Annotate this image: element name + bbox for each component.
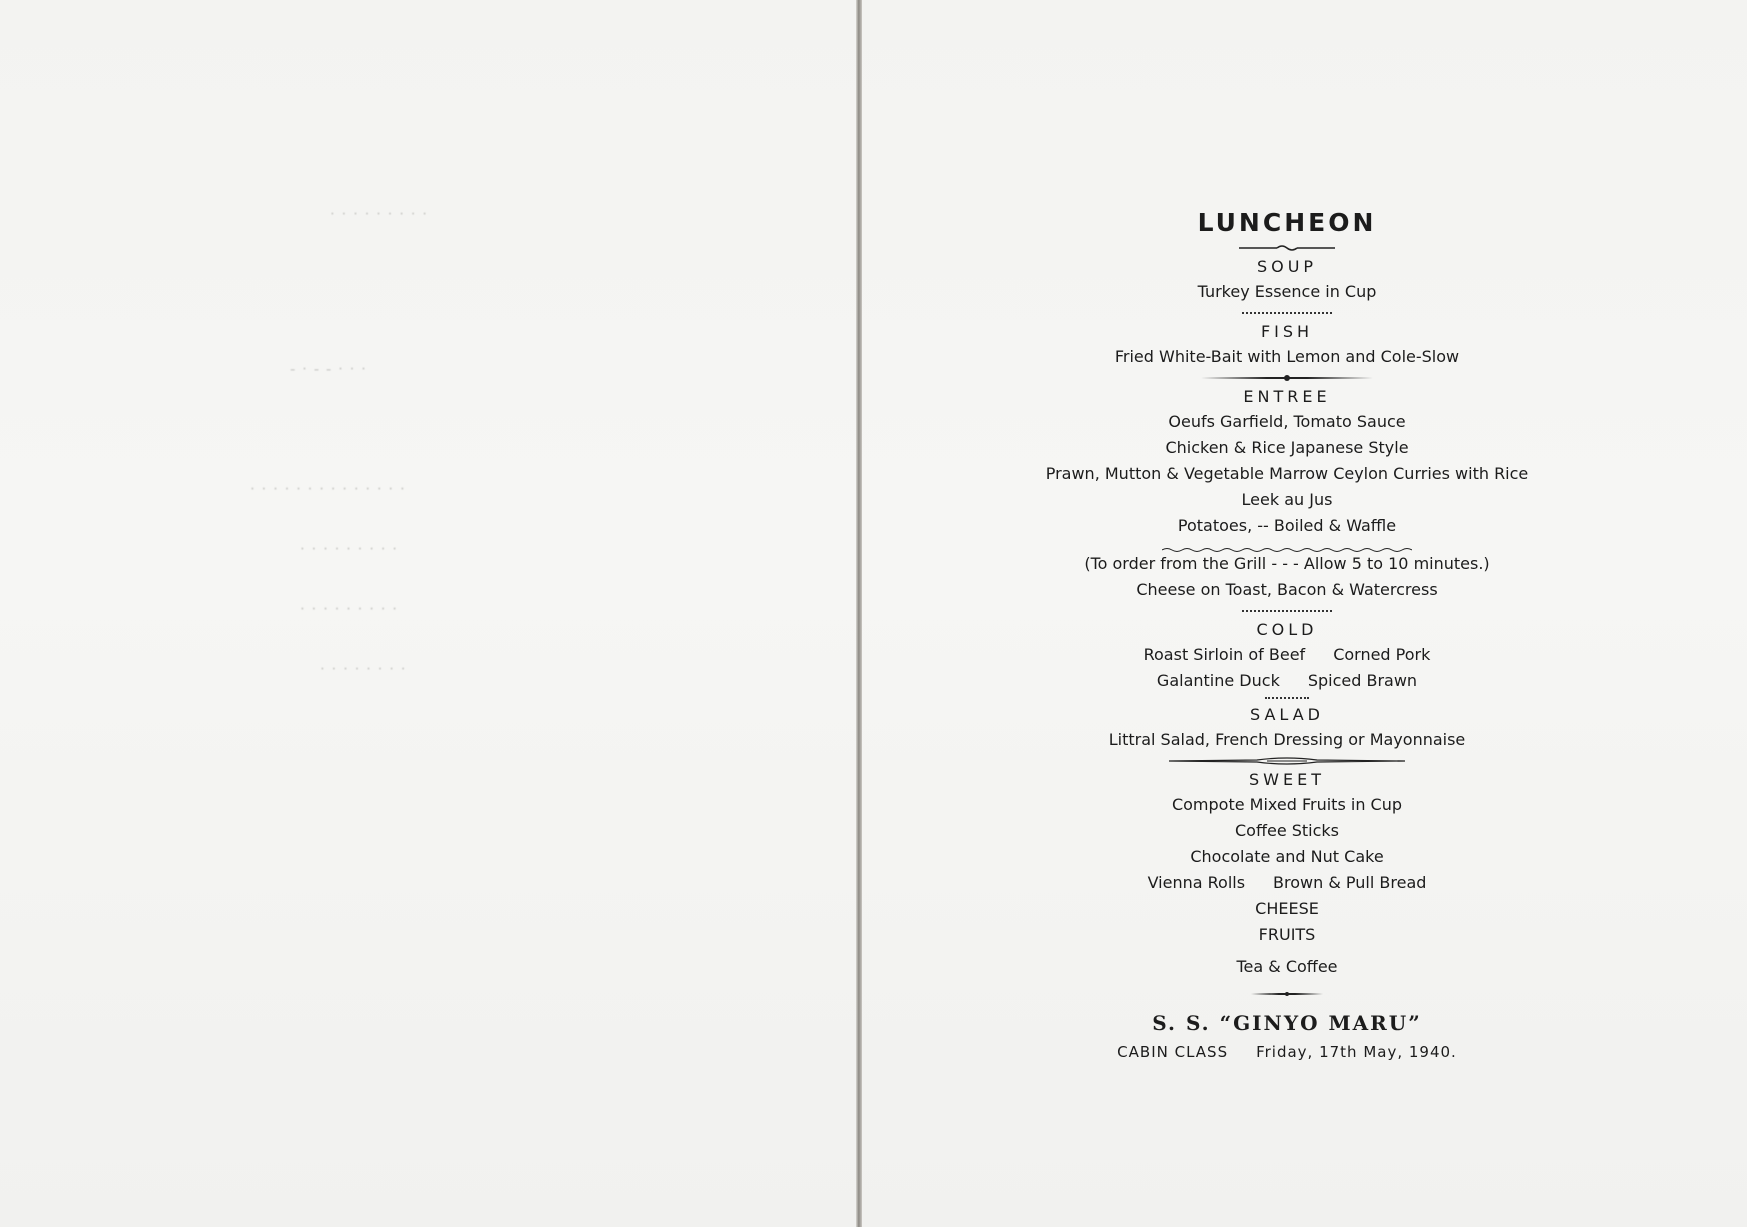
center-fold xyxy=(856,0,862,1227)
bleed-through-mark: · · · · · · · · xyxy=(320,660,407,678)
menu-item: Prawn, Mutton & Vegetable Marrow Ceylon Curries with Rice xyxy=(1045,464,1529,483)
menu-item: Vienna Rolls xyxy=(1147,873,1246,892)
dotted-divider xyxy=(1242,606,1332,612)
menu-item: Oeufs Garfield, Tomato Sauce xyxy=(1168,412,1406,431)
fish-heading: FISH xyxy=(1260,322,1314,341)
menu-item: Spiced Brawn xyxy=(1307,671,1418,690)
menu-item: Potatoes, -- Boiled & Waffle xyxy=(1177,516,1397,535)
salad-heading: SALAD xyxy=(1250,705,1324,724)
menu-item: Compote Mixed Fruits in Cup xyxy=(1171,795,1403,814)
cabin-class: CABIN CLASS xyxy=(1117,1043,1229,1061)
bleed-through-mark: · · · · · · · · · xyxy=(330,205,429,223)
beverage-item: Tea & Coffee xyxy=(1236,957,1338,976)
grill-note: (To order from the Grill - - - Allow 5 to 10 minutes.) xyxy=(1084,554,1490,573)
menu-date: Friday, 17th May, 1940. xyxy=(1256,1043,1457,1061)
dotted-divider xyxy=(1265,693,1309,699)
fruits-item: FRUITS xyxy=(1258,925,1316,944)
soup-heading: SOUP xyxy=(1256,257,1318,276)
menu-item: Galantine Duck xyxy=(1156,671,1280,690)
menu-item: Corned Pork xyxy=(1333,645,1431,664)
bleed-through-mark: · · · · · · · · · xyxy=(300,600,399,618)
menu-item-pair xyxy=(1000,671,1574,691)
bleed-through-mark: · · · · · · · · · · · · · · xyxy=(250,480,406,498)
menu-item: Roast Sirloin of Beef xyxy=(1143,645,1306,664)
left-page xyxy=(0,0,858,1227)
menu-item: Fried White-Bait with Lemon and Cole-Slow xyxy=(1114,347,1460,366)
menu-item-pair xyxy=(1000,645,1574,665)
bleed-through-mark: · · · · · · · · · xyxy=(300,540,399,558)
ornament-divider xyxy=(1000,243,1574,253)
cheese-item: CHEESE xyxy=(1255,899,1319,918)
ornament-divider xyxy=(1000,373,1574,383)
ship-name: S. S. “GINYO MARU” xyxy=(1152,1011,1422,1035)
menu-footer xyxy=(1000,1043,1574,1061)
luncheon-menu xyxy=(1000,200,1574,1061)
sweet-heading: SWEET xyxy=(1249,770,1325,789)
ornament-divider xyxy=(1000,756,1574,766)
dotted-divider xyxy=(1242,308,1332,314)
entree-heading: ENTREE xyxy=(1243,387,1331,406)
menu-item: Brown & Pull Bread xyxy=(1273,873,1427,892)
menu-item-pair xyxy=(1000,873,1574,893)
menu-title: LUNCHEON xyxy=(1197,208,1377,237)
ornament-divider xyxy=(1000,989,1574,999)
bleed-through-mark: - · - - · · · xyxy=(290,360,367,378)
menu-item: Coffee Sticks xyxy=(1234,821,1340,840)
wavy-divider xyxy=(1162,538,1412,544)
menu-item: Leek au Jus xyxy=(1241,490,1333,509)
cold-heading: COLD xyxy=(1256,620,1318,639)
menu-item: Chocolate and Nut Cake xyxy=(1190,847,1384,866)
menu-item: Chicken & Rice Japanese Style xyxy=(1165,438,1409,457)
menu-item: Littral Salad, French Dressing or Mayonnaise xyxy=(1108,730,1466,749)
menu-item: Turkey Essence in Cup xyxy=(1197,282,1377,301)
menu-item: Cheese on Toast, Bacon & Watercress xyxy=(1136,580,1438,599)
